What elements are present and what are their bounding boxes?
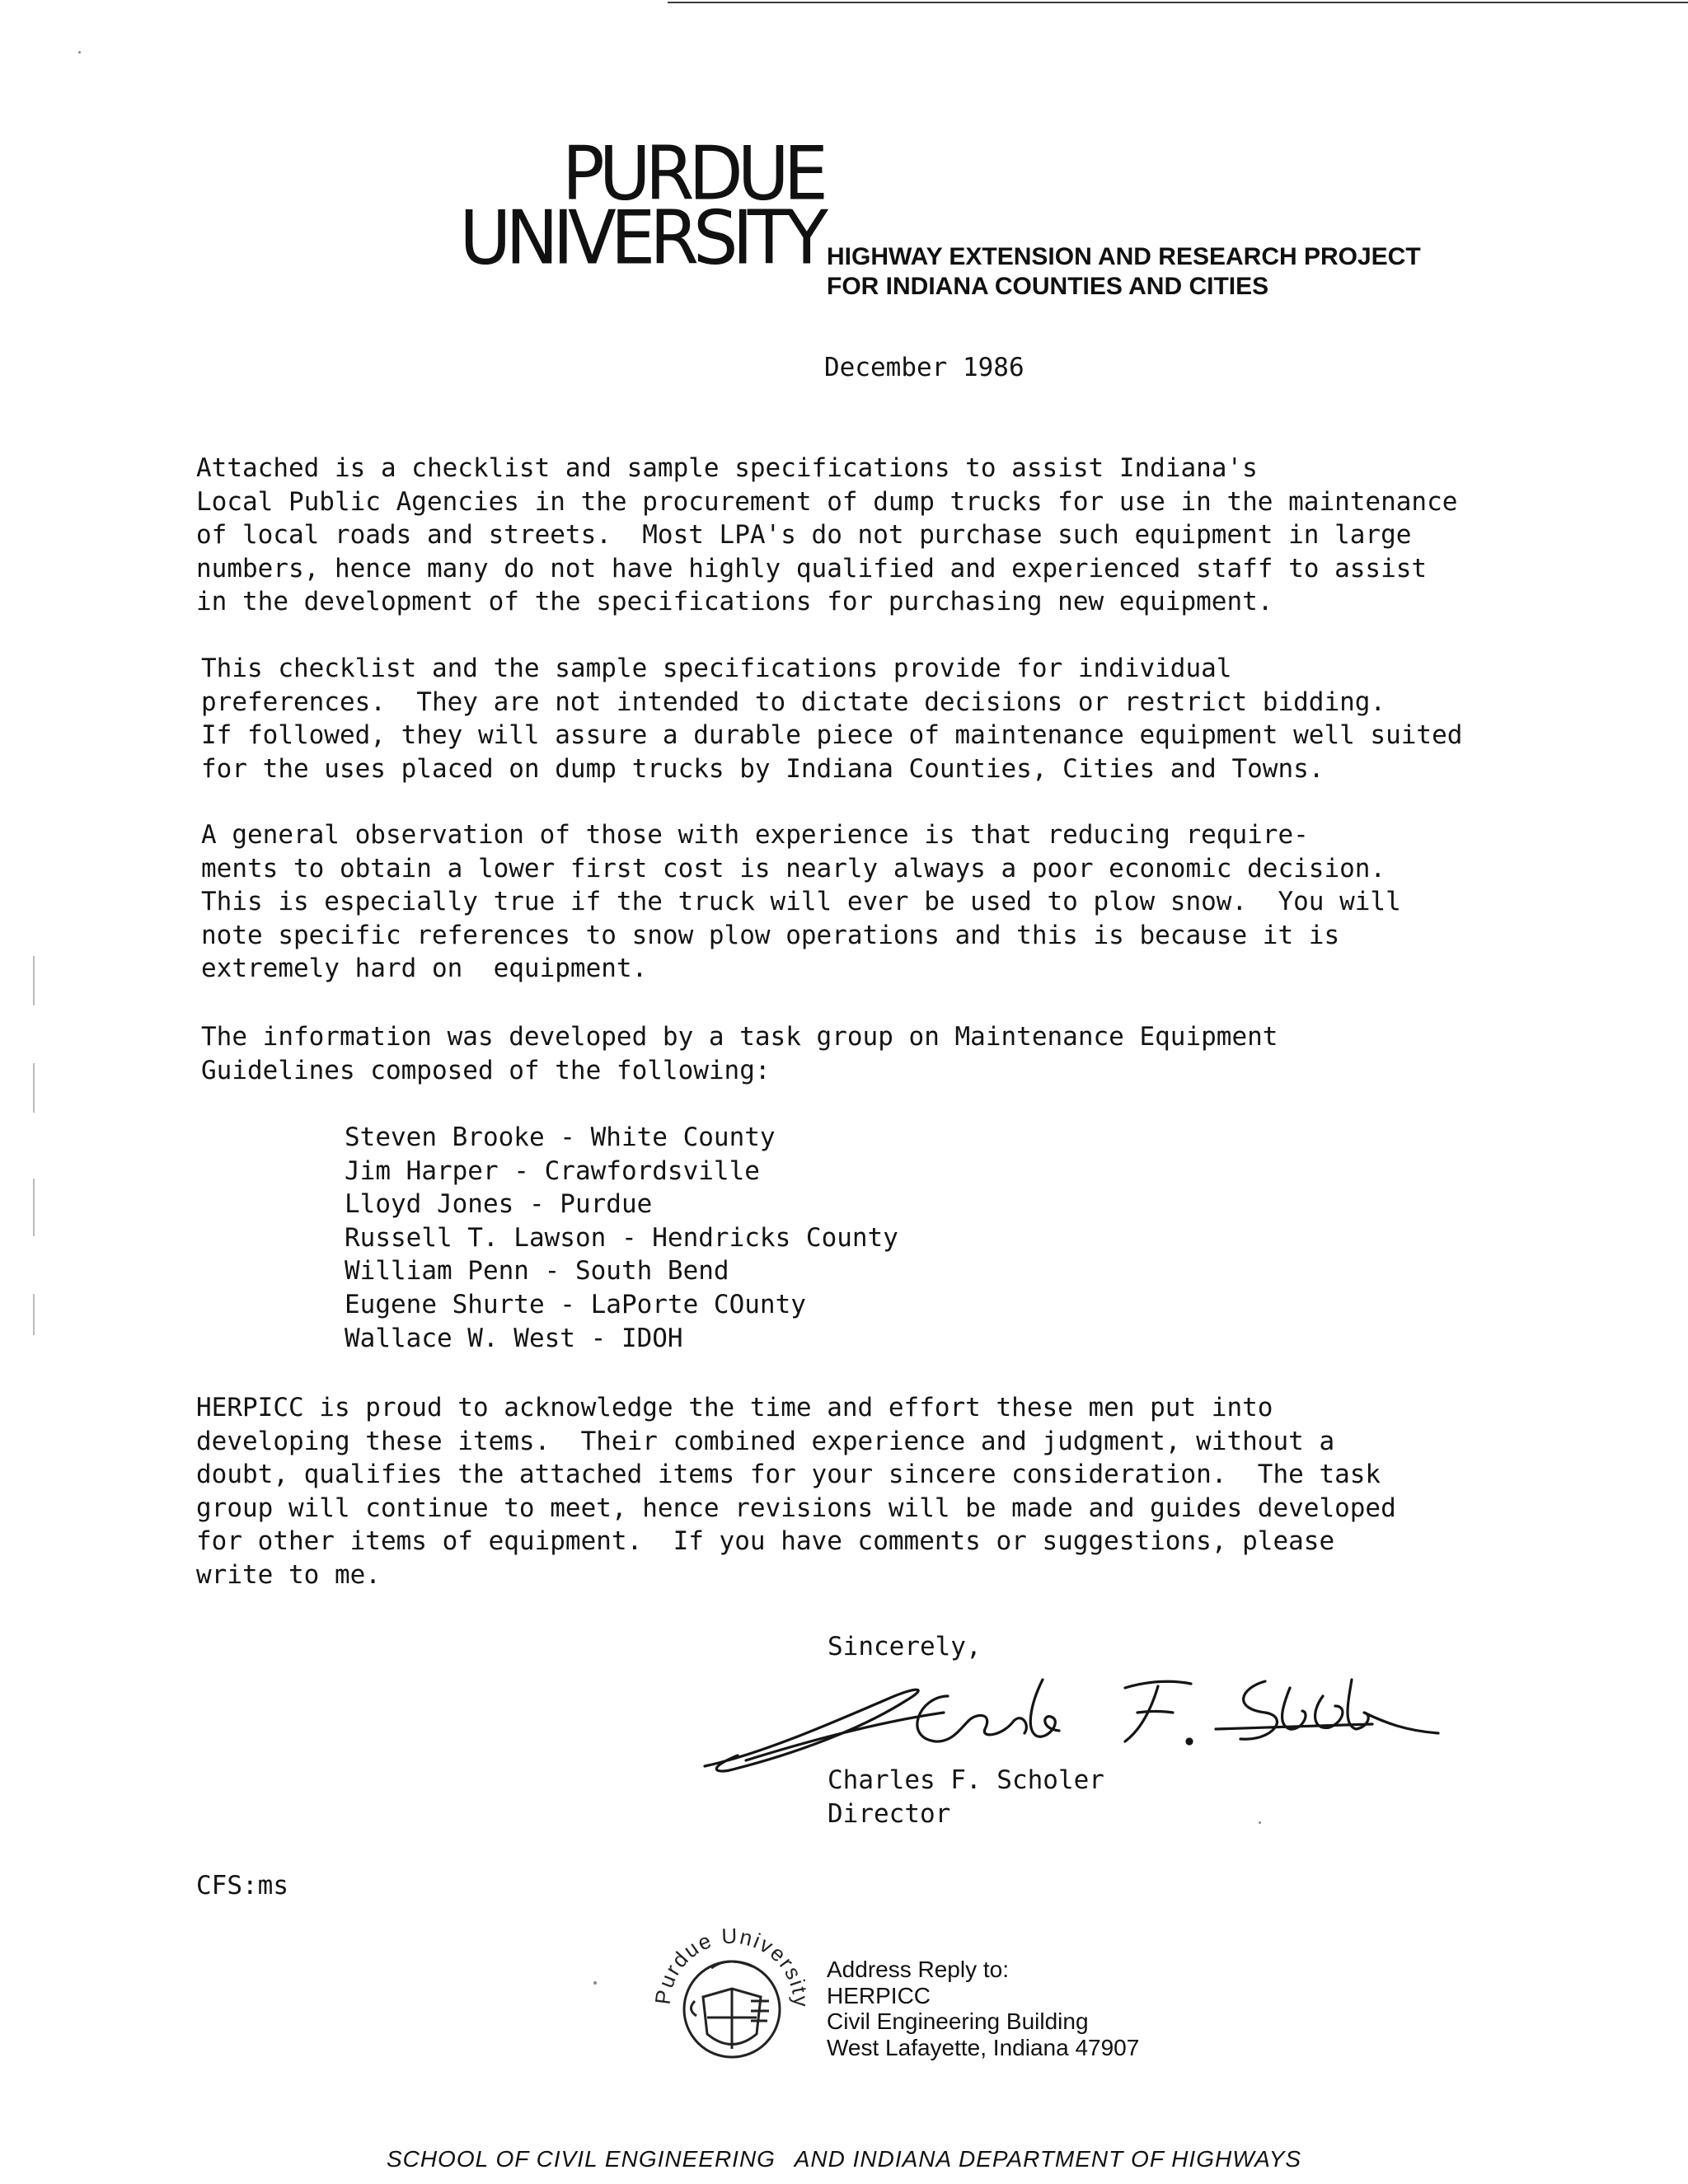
member-item: Jim Harper - Crawfordsville — [345, 1155, 760, 1186]
body-paragraph-3: A general observation of those with experience is that reducing require- ments to obtain a lower first cost is nearly always a poor economic decision. This is especially true if the truck will ever be used to plow snow. You will note specific references to snow plow operations and this is because it is extremely hard on equipment. — [201, 820, 1401, 983]
address-label: Address Reply to: — [827, 1957, 1009, 1982]
scan-speck — [33, 1294, 35, 1335]
project-title-line-1: HIGHWAY EXTENSION AND RESEARCH PROJECT — [827, 243, 1421, 270]
university-seal — [645, 1919, 818, 2092]
letter-date: December 1986 — [824, 353, 1025, 382]
reply-address — [827, 1957, 1139, 2060]
task-group-member-list — [345, 1121, 898, 1355]
address-line-3: West Lafayette, Indiana 47907 — [827, 2034, 1140, 2060]
member-item: Russell T. Lawson - Hendricks County — [345, 1222, 898, 1253]
footer-right: AND INDIANA DEPARTMENT OF HIGHWAYS — [794, 2146, 1302, 2172]
address-line-2: Civil Engineering Building — [827, 2008, 1089, 2034]
wordmark-line-2: UNIVERSITY — [459, 194, 823, 282]
letterhead-footer — [0, 2146, 1688, 2172]
footer-left: SCHOOL OF CIVIL ENGINEERING — [386, 2146, 776, 2172]
signer-title: Director — [828, 1799, 951, 1829]
member-item: Eugene Shurte - LaPorte COunty — [345, 1289, 806, 1319]
project-title-line-2: FOR INDIANA COUNTIES AND CITIES — [827, 273, 1269, 300]
scan-speck — [33, 1179, 35, 1236]
member-item: Steven Brooke - White County — [345, 1122, 776, 1152]
scan-speck — [593, 1981, 597, 1985]
top-rule — [668, 2, 1688, 3]
handwritten-signature — [696, 1663, 1455, 1779]
member-item: Lloyd Jones - Purdue — [345, 1189, 653, 1220]
scan-speck — [78, 51, 81, 54]
member-item: William Penn - South Bend — [345, 1256, 729, 1286]
body-paragraph-2: This checklist and the sample specifications provide for individual preferences. They are not intended to dictate decisions or restrict bidding. If followed, they will assure a durable piece of maintenance equipment well suited for the uses placed on dump trucks by Indiana Counties, Cities and Towns. — [201, 654, 1463, 784]
body-paragraph-1: Attached is a checklist and sample specifications to assist Indiana's Local Public Agencies in the procurement of dump trucks for use in the maintenance of local roads and streets. Most LPA's do not purchase such equipment in large numbers, hence many do not have highly qualified and experienced staff to assist in the development of the specifications for purchasing new equipment. — [196, 453, 1458, 616]
body-paragraph-5: HERPICC is proud to acknowledge the time and effort these men put into developing these items. Their combined experience and judgment, without a doubt, qualifies the attached items for your sincere consideration. The task group will continue to meet, hence revisions will be made and guides developed for other items of equipment. If you have comments or suggestions, please write to me. — [196, 1393, 1396, 1590]
scan-speck — [1259, 1821, 1261, 1824]
purdue-wordmark — [435, 130, 823, 282]
reference-initials: CFS:ms — [196, 1871, 288, 1900]
project-title — [827, 242, 1421, 302]
closing-salutation: Sincerely, — [828, 1632, 982, 1661]
scan-speck — [33, 1063, 35, 1113]
seal-text: Purdue University — [649, 1923, 814, 2009]
address-line-1: HERPICC — [827, 1982, 931, 2008]
scan-speck — [33, 956, 35, 1005]
body-paragraph-4: The information was developed by a task group on Maintenance Equipment Guidelines composed of the following: — [201, 1022, 1278, 1085]
signer-name: Charles F. Scholer — [828, 1765, 1104, 1795]
member-item: Wallace W. West - IDOH — [345, 1323, 683, 1353]
wordmark-line-1: PURDUE — [561, 130, 823, 218]
